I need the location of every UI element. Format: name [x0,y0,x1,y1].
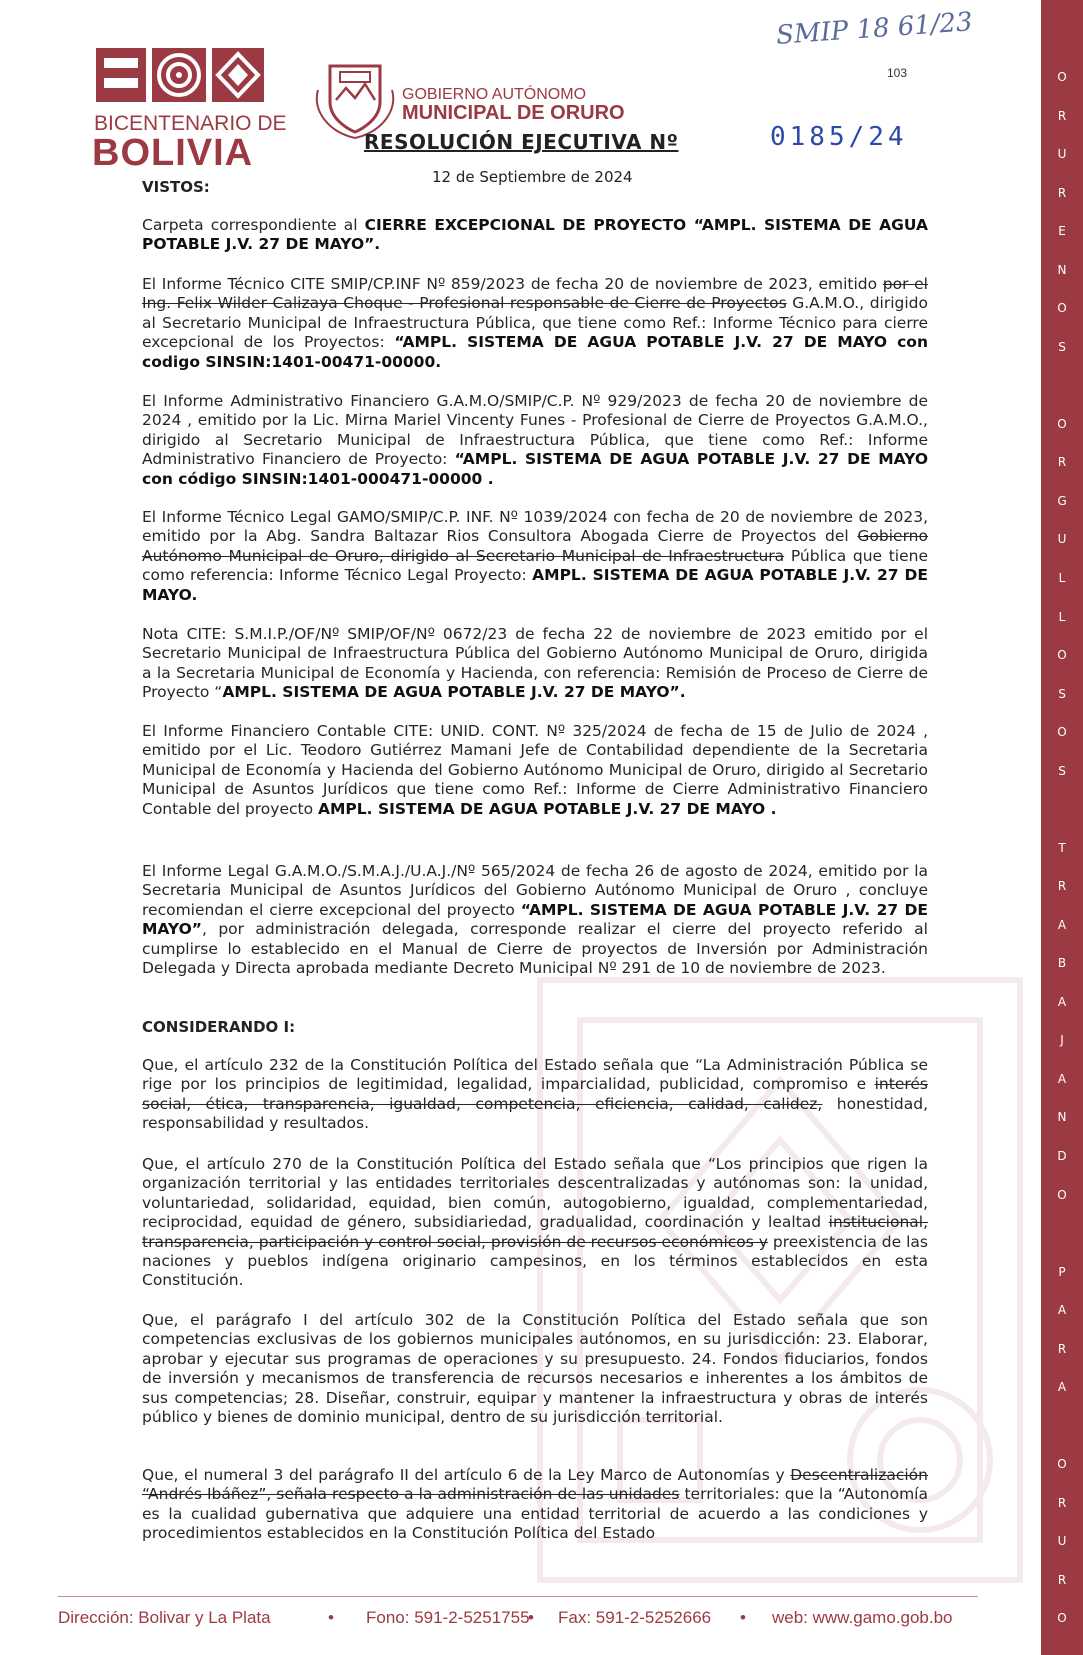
resolution-date: 12 de Septiembre de 2024 [432,168,633,186]
bicentenario-emblem-icon [96,46,266,106]
text-run: AMPL. SISTEMA DE AGUA POTABLE J.V. 27 DE MAYO”. [222,683,686,702]
text-run: interés social, ética, transparencia, igualdad, competencia, eficiencia, calidad, calidez, [142,1075,928,1113]
footer-bullet: • [740,1608,746,1627]
vistos-paragraph [142,392,928,489]
considerando-paragraph [142,1311,928,1427]
vistos-heading: VISTOS: [142,178,210,196]
side-band-letter: O [1057,648,1067,663]
side-band-letter: N [1057,262,1067,277]
side-band-letter: R [1057,1341,1067,1356]
considerando-paragraph [142,1155,928,1291]
text-run: Gobierno Autónomo Municipal de Oruro, dirigido al Secretario Municipal de Infraestructura [142,527,928,565]
text-run: CIERRE EXCEPCIONAL DE PROYECTO “AMPL. SISTEMA DE AGUA POTABLE J.V. 27 DE MAYO”. [142,216,928,254]
text-run: El Informe Técnico CITE SMIP/CP.INF Nº 859/2023 de fecha 20 de noviembre de 2023, emitido [142,275,883,293]
side-band-letter: A [1057,1071,1067,1086]
side-band-letter: N [1057,1110,1067,1125]
gobierno-line1: GOBIERNO AUTÓNOMO [402,86,587,103]
side-band-letter: U [1057,1534,1067,1549]
bicentenario-logo [86,46,287,174]
side-band-letter: G [1057,493,1067,508]
side-band-letter: B [1057,956,1067,971]
side-band-letter: R [1057,879,1067,894]
text-run: El Informe Técnico Legal GAMO/SMIP/C.P. INF. Nº 1039/2024 con fecha de 20 de noviembre de 2023, emitido por la Abg. Sandra Baltazar Rios Consultora Abogada Cierre de Proyectos del [142,508,928,546]
text-run: El Informe Legal G.A.M.O./S.M.A.J./U.A.J./Nº 565/2024 de fecha 26 de agosto de 2024, emitido por la Secretaria Municipal de Asuntos Jurídicos del Gobierno Autónomo Municipal de Oruro , concluye recomiendan el cierre excepcional del proyecto [142,862,928,919]
vistos-paragraph [142,508,928,605]
side-band-letter: S [1058,763,1066,778]
text-run: honestidad, responsabilidad y resultados. [142,1094,929,1133]
text-run: “AMPL. SISTEMA DE AGUA POTABLE J.V. 27 DE MAYO con código SINSIN:1401-000471-00000 . [142,450,929,488]
resolution-number: 0185/24 [770,122,908,152]
text-run: AMPL. SISTEMA DE AGUA POTABLE J.V. 27 DE MAYO . [318,799,777,818]
text-run: Pública que tiene como referencia: Informe Técnico Legal Proyecto: [142,546,928,585]
side-band-letter: S [1058,339,1066,354]
footer-address: Dirección: Bolivar y La Plata [58,1608,271,1627]
side-band-letter: O [1057,301,1067,316]
footer-bullet: • [528,1608,534,1627]
side-band-letter: R [1057,1572,1067,1587]
footer-divider [58,1596,978,1597]
side-band-letter: J [1060,1033,1064,1048]
vistos-paragraph [142,625,928,703]
vistos-paragraph [142,862,928,978]
text-run: “AMPL. SISTEMA DE AGUA POTABLE J.V. 27 DE MAYO” [142,900,928,939]
side-band-letter: U [1057,532,1067,547]
bicentenario-line2: BOLIVIA [92,132,254,174]
considerando-paragraph [142,1466,928,1544]
text-run: El Informe Financiero Contable CITE: UNID. CONT. Nº 325/2024 de fecha de 15 de Julio de 2024 , emitido por el Lic. Teodoro Gutiérrez Mamani Jefe de Contabilidad dependiente de la Secretaria Municipal de Economía y Hacienda del Gobierno Autónomo Municipal de Oruro, dirigido al Secretario Municipal de Asuntos Jurídicos que tiene como Ref.: Informe de Cierre Administrativo Financiero Contable del proyecto [142,722,928,818]
footer-phone: Fono: 591-2-5251755 [366,1608,530,1627]
text-run: Que, el numeral 3 del parágrafo II del artículo 6 de la Ley Marco de Autonomías y [142,1466,791,1484]
vistos-paragraph [142,722,928,819]
text-run: preexistencia de las naciones y pueblos indígena originario campesinos, en los términos establecidos en esta Constitución. [142,1232,928,1290]
side-band-letter: L [1058,570,1066,585]
side-band-letter: U [1057,147,1067,162]
side-band-letter: O [1057,1611,1067,1626]
footer [58,1608,978,1632]
side-band-letter: P [1058,1264,1066,1279]
text-run: Que, el parágrafo I del artículo 302 de la Constitución Política del Estado señala que son competencias exclusivas de los gobiernos municipales autónomos, en su jurisdicción: 23. Elaborar, aprobar y ejecutar sus programas de operaciones y su presupuesto. 24. Fondos fiduciarios, fondos de inversión y mecanismos de transferencia de recursos necesarios e inherentes a los ámbitos de sus competencias; 28. Diseñar, construir, equipar y mantener la infraestructura y obras de interés público y bienes de dominio municipal, dentro de su jurisdicción territorial. [142,1311,928,1427]
resolution-title: RESOLUCIÓN EJECUTIVA Nº [364,130,679,154]
side-band-letter: E [1058,224,1066,239]
text-run: Carpeta correspondiente al [142,216,365,234]
side-band-letter: D [1057,1149,1067,1164]
text-run: Que, el artículo 232 de la Constitución Política del Estado señala que “La Administración Pública se rige por los principios de legitimidad, legalidad, imparcialidad, publicidad, compromiso e [142,1056,928,1094]
considerando-paragraph [142,1056,928,1134]
side-band-letter: A [1057,1303,1067,1318]
footer-bullet: • [328,1608,334,1627]
text-run: por el Ing. Felix Wilder Calizaya Choque - Profesional responsable de Cierre de Proyectos [142,275,928,313]
text-run: institucional, transparencia, participación y control social, provisión de recursos económicos y [142,1213,928,1251]
side-band-letter: R [1057,455,1067,470]
footer-fax: Fax: 591-2-5252666 [558,1608,712,1627]
text-run: El Informe Administrativo Financiero G.A.M.O/SMIP/C.P. Nº 929/2023 de fecha 20 de noviembre de 2024 , emitido por la Lic. Mirna Mariel Vincenty Funes - Profesional de Cierre de Proyectos G.A.M.O., dirigido al Secretario Municipal de Infraestructura Pública, que tiene como Ref.: Informe Administrativo Financiero de Proyecto: [142,392,928,469]
side-band-letter: O [1057,1187,1067,1202]
text-run: “AMPL. SISTEMA DE AGUA POTABLE J.V. 27 DE MAYO con codigo SINSIN:1401-00471-00000. [142,333,928,371]
side-band-letter: T [1058,840,1066,855]
text-run: Descentralización “Andrés Ibáñez”, señala respecto a la administración de las unidades [142,1466,928,1504]
page-number: 103 [887,66,908,80]
side-band-letter: A [1057,994,1067,1009]
considerando-heading: CONSIDERANDO I: [142,1018,296,1036]
text-run: Nota CITE: S.M.I.P./OF/Nº SMIP/OF/Nº 0672/23 de fecha 22 de noviembre de 2023 emitido por el Secretario Municipal de Infraestructura Pública del Gobierno Autónomo Municipal de Oruro, dirigida a la Secretaria Municipal de Economía y Hacienda, con referencia: Remisión de Proceso de Cierre de Proyecto “ [142,625,928,702]
side-band-letter: O [1057,1457,1067,1472]
side-band-letter: R [1057,108,1067,123]
side-band-letter: S [1058,686,1066,701]
vistos-paragraph [142,216,928,255]
side-band-letter: R [1057,185,1067,200]
side-band-letter: A [1057,917,1067,932]
bicentenario-line1: BICENTENARIO DE [94,112,287,135]
text-run: territoriales: que la “Autonomía es la cualidad gubernativa que adquiere una entidad territorial de acuerdo a las condiciones y procedimientos establecidos en la Constitución Política del Estado [142,1485,928,1543]
text-run: AMPL. SISTEMA DE AGUA POTABLE J.V. 27 DE MAYO. [142,566,928,604]
text-run: , por administración delegada, corresponde realizar el cierre del proyecto referido al cumplirse lo establecido en el Manual de Cierre de proyectos de Inversión por Administración Delegada y Directa aprobada mediante Decreto Municipal Nº 291 de 10 de noviembre de 2023. [142,920,928,978]
side-band-letter: O [1057,416,1067,431]
text-run: G.A.M.O., dirigido al Secretario Municipal de Infraestructura Pública, que tiene como Ref.: Informe Técnico para cierre excepcional de los Proyectos: [142,294,928,352]
side-band [1041,0,1083,1655]
handwritten-reference: SMIP 18 61/23 [775,7,974,51]
side-band-letter: O [1057,70,1067,84]
footer-web: web: www.gamo.gob.bo [772,1608,953,1627]
side-band-letter: O [1057,725,1067,740]
side-band-letter: A [1057,1380,1067,1395]
vistos-paragraph [142,275,928,372]
text-run: Que, el artículo 270 de la Constitución Política del Estado señala que “Los principios que rigen la organización territorial y las entidades territoriales descentralizadas y autónomas son: la unidad, voluntariedad, solidaridad, equidad, bien común, autogobierno, igualdad, complementariedad, reciprocidad, equidad de género, subsidiariedad, gradualidad, coordinación y lealtad [142,1155,928,1232]
gobierno-line2: MUNICIPAL DE ORURO [402,102,625,124]
side-band-letter: R [1057,1495,1067,1510]
side-band-letter: L [1058,609,1066,624]
